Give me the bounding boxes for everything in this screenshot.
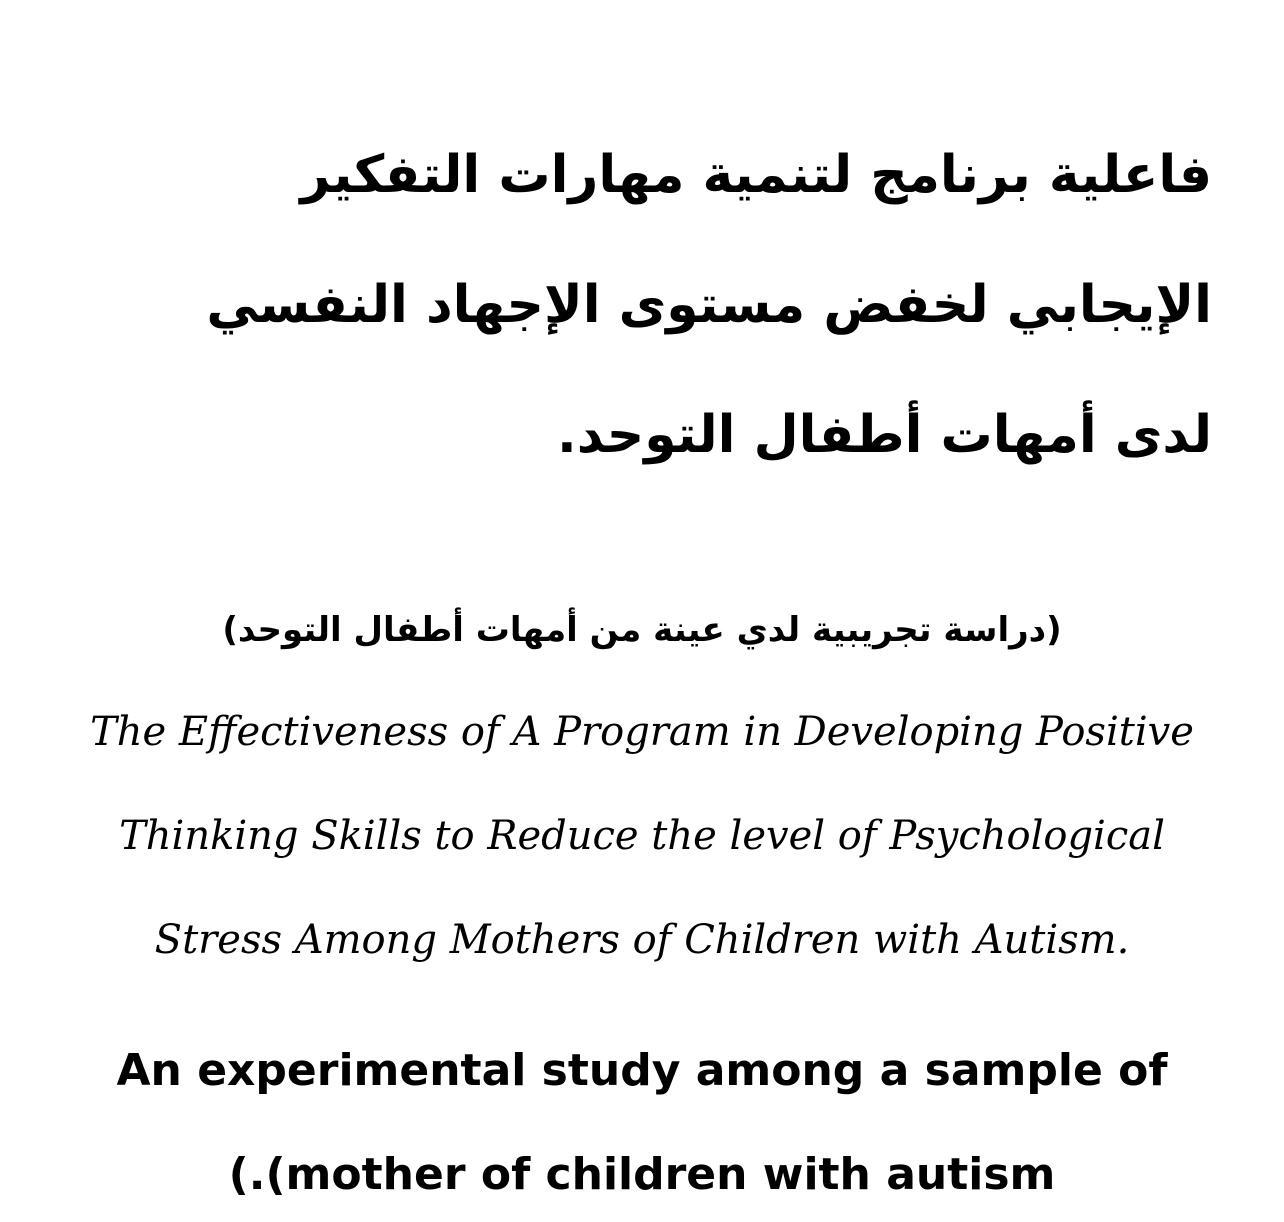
arabic-title-line-2: الإيجابي لخفض مستوى الإجهاد النفسي	[206, 275, 1212, 335]
english-subtitle-line-2: (.(mother of children with autism	[228, 1149, 1056, 1200]
english-title-line-3: Stress Among Mothers of Children with Autism.	[154, 917, 1130, 963]
arabic-title-line-1: فاعلية برنامج لتنمية مهارات التفكير	[300, 145, 1212, 205]
english-title-line-1: The Effectiveness of A Program in Developing Positive	[90, 709, 1194, 755]
arabic-subtitle: (دراسة تجريبية لدي عينة من أمهات أطفال التوحد)	[222, 610, 1062, 650]
english-subtitle-line-1: An experimental study among a sample of	[116, 1045, 1168, 1096]
english-title-line-2: Thinking Skills to Reduce the level of Psychological	[119, 813, 1165, 859]
english-title	[0, 694, 1284, 978]
arabic-title	[72, 138, 1212, 472]
arabic-title-line-3: لدى أمهات أطفال التوحد.	[557, 405, 1212, 465]
english-subtitle	[0, 1036, 1284, 1210]
